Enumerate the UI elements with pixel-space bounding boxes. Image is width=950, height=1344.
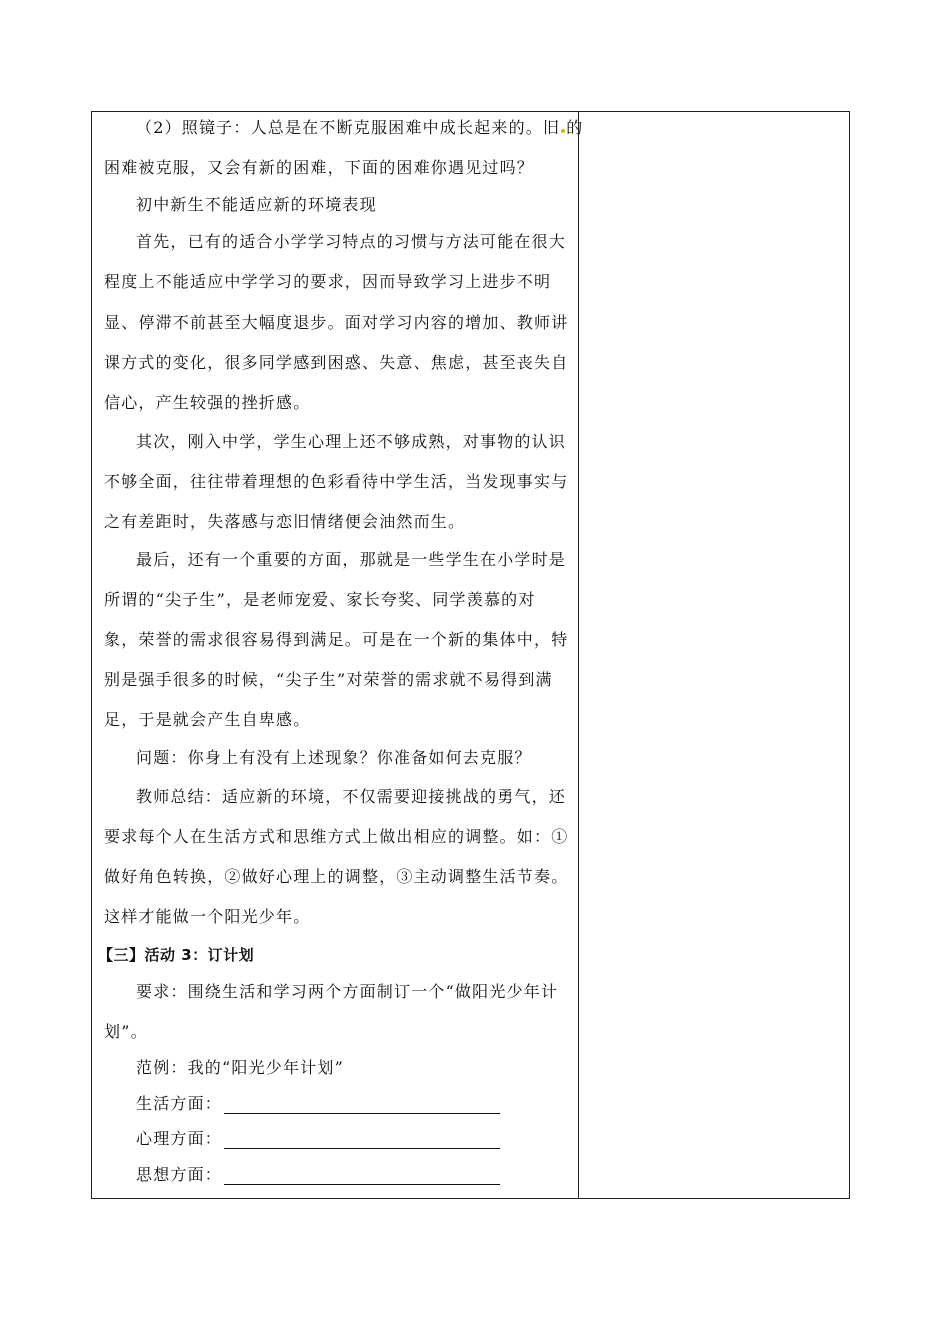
plan-field-label: 思想方面： — [136, 1165, 223, 1184]
plan-blank-line[interactable] — [224, 1166, 500, 1185]
activity3-heading: 【三】活动 3：订计划 — [98, 946, 255, 964]
paragraph-last-line: 最后，还有一个重要的方面，那就是一些学生在小学时是 — [136, 550, 567, 569]
section2-subtitle: 初中新生不能适应新的环境表现 — [136, 195, 377, 214]
notes-cell — [579, 112, 849, 1198]
section2-line-2: 困难被克服，又会有新的困难，下面的困难你遇见过吗？ — [104, 158, 535, 177]
paragraph-first-line: 显、停滞不前甚至大幅度退步。面对学习内容的增加、教师讲 — [104, 313, 569, 332]
paragraph-last-line: 所谓的“尖子生”，是老师宠爱、家长夸奖、同学羡慕的对 — [104, 590, 536, 609]
paragraph-last-line: 别是强手很多的时候，“尖子生”对荣誉的需求就不易得到满 — [104, 670, 553, 689]
summary-line: 这样才能做一个阳光少年。 — [104, 907, 311, 926]
plan-field-life — [136, 1094, 500, 1114]
paragraph-last-line: 足，于是就会产生自卑感。 — [104, 710, 311, 729]
plan-field-label: 心理方面： — [136, 1129, 223, 1148]
summary-line: 做好角色转换，②做好心理上的调整，③主动调整生活节奏。 — [104, 867, 569, 886]
paragraph-second-line: 其次，刚入中学，学生心理上还不够成熟，对事物的认识 — [136, 432, 567, 451]
paragraph-first-line: 程度上不能适应中学学习的要求，因而导致学习上进步不明 — [104, 272, 552, 291]
paragraph-last-line: 象，荣誉的需求很容易得到满足。可是在一个新的集体中，特 — [104, 630, 569, 649]
section2-line-1: （2）照镜子：人总是在不断克服困难中成长起来的。旧 的 — [136, 118, 584, 137]
lesson-table — [91, 111, 850, 1199]
paragraph-first-line: 首先，已有的适合小学学习特点的习惯与方法可能在很大 — [136, 232, 567, 251]
paragraph-first-line: 信心，产生较强的挫折感。 — [104, 393, 311, 412]
highlight-dot-icon — [561, 129, 565, 133]
paragraph-second-line: 之有差距时，失落感与恋旧情绪便会油然而生。 — [104, 512, 466, 531]
plan-field-psychology — [136, 1129, 500, 1149]
summary-line: 要求每个人在生活方式和思维方式上做出相应的调整。如：① — [104, 827, 569, 846]
activity3-example: 范例：我的“阳光少年计划” — [136, 1058, 344, 1077]
activity3-requirement-line: 划”。 — [104, 1022, 148, 1041]
activity3-requirement-line: 要求：围绕生活和学习两个方面制订一个“做阳光少年计 — [136, 982, 559, 1001]
paragraph-second-line: 不够全面，往往带着理想的色彩看待中学生活，当发现事实与 — [104, 472, 569, 491]
plan-field-thought — [136, 1165, 500, 1185]
paragraph-first-line: 课方式的变化，很多同学感到困惑、失意、焦虑，甚至丧失自 — [104, 353, 569, 372]
summary-line: 教师总结：适应新的环境，不仅需要迎接挑战的勇气，还 — [136, 787, 567, 806]
content-cell — [92, 112, 584, 1198]
question-line: 问题：你身上有没有上述现象？你准备如何去克服？ — [136, 748, 532, 767]
plan-blank-line[interactable] — [224, 1095, 500, 1114]
plan-field-label: 生活方面： — [136, 1094, 223, 1113]
plan-blank-line[interactable] — [224, 1130, 500, 1149]
